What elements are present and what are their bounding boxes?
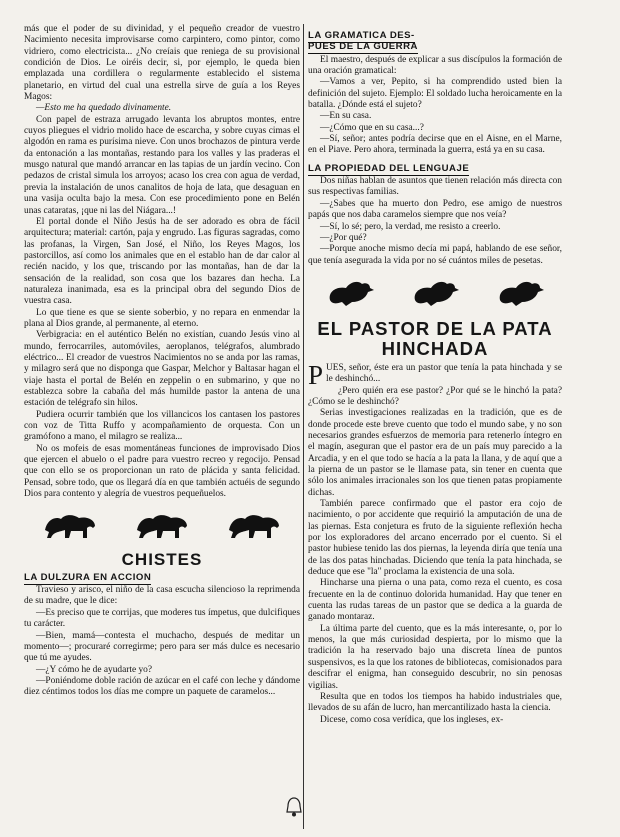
column-divider bbox=[303, 24, 304, 829]
section-heading-propiedad: LA PROPIEDAD DEL LENGUAJE bbox=[308, 162, 470, 174]
story-paragraph: La última parte del cuento, que es la más interesante, o, por lo menos, la que más curiosidad despierta, por lo mismo que la tradición la ha reservado bajo una discreta línea de puntos suspensivos, es la que los ratones de bibliotecas, comisionados para descifrar el enigma, han conseguido descubrir, no sin penosas vigilias. bbox=[308, 623, 562, 691]
joke-paragraph: —Porque anoche mismo decía mi papá, hablando de ese señor, que tenía asegurada la vida por no sé cuántos miles de pesetas. bbox=[308, 244, 562, 266]
intro-paragraph: Lo que tiene es que se siente soberbio, y no repara en enmendar la plana al Dios grande, al permanente, al eterno. bbox=[24, 307, 300, 329]
chistes-title: CHISTES bbox=[121, 550, 203, 570]
intro-paragraph: Con papel de estraza arrugado levanta los abruptos montes, entre cuyos pliegues el vidrio molido hace de escarcha, y sobre cuyas cimas el algodón en rama es purísima nieve. Con unos brochazos de pintura verde da entonación a las montañas, restando para los valles y las praderas el musgo natural que mandó arrancar en las tapias de un jardín vecino. Con pedazos de cristal simula los arroyos; acaso los crea con agua de verdad, previa la instalación de unos canalitos de hoja de lata, que desaguan en una vasija oculta bajo la mesa. Con ese procedimiento pone en Belén unas cataratas, ¡que ni las del Niágara...! bbox=[24, 114, 300, 216]
joke-paragraph: —Bien, mamá—contesta el muchacho, después de meditar un momento—; procuraré corregirme; pero para ser más dulce es necesario que tú me ayudes. bbox=[24, 630, 300, 664]
joke-paragraph: —En su casa. bbox=[320, 111, 372, 122]
joke-paragraph: —Es preciso que te corrijas, que moderes tus ímpetus, que dulcifiques tu carácter. bbox=[24, 607, 300, 630]
story-paragraph: Dicese, como cosa verídica, que los ingleses, ex- bbox=[320, 714, 504, 725]
left-column bbox=[24, 24, 300, 699]
duck-icon bbox=[494, 276, 546, 310]
joke-paragraph: El maestro, después de explicar a sus discípulos la formación de una oración gramatical: bbox=[308, 54, 562, 77]
joke-paragraph: Travieso y arisco, el niño de la casa escucha silencioso la reprimenda de su madre, que le dice: bbox=[24, 585, 300, 607]
joke-paragraph: —¿Cómo que en su casa...? bbox=[320, 122, 424, 133]
joke-paragraph: —Sí, lo sé; pero, la verdad, me resisto a creerlo. bbox=[320, 221, 501, 232]
story-paragraph: ¿Pero quién era ese pastor? ¿Por qué se le hinchó la pata? ¿Cómo se le deshinchó? bbox=[308, 385, 562, 407]
story-paragraph: Hincharse una pierna o una pata, como reza el cuento, es cosa frecuente en la de continuo dolorida humanidad. Hay que tener en cuenta las rudas tareas de un pastor que se dedica a la guarda de ganado montaraz. bbox=[308, 578, 562, 623]
lion-icon bbox=[133, 510, 191, 542]
lion-ornament-row bbox=[24, 504, 300, 548]
joke-paragraph: —¿Y cómo he de ayudarte yo? bbox=[36, 664, 153, 675]
intro-paragraph: El portal donde el Niño Jesús ha de ser adorado es obra de fácil arquitectura; material: cartón, paja y engrudo. Las figuras sagradas, como las profanas, la Virgen, San José, el Niño, los Reyes Magos, los pastorcillos, así como los animales que en el establo han de dar calor al recién nacido, y los que, triscando por las montañas, han de dar la sensación de la realidad, son cosa que los bazares dan hecha. La naturaleza inanimada, esa es la principal obra del segundo Dios de vuestra casa. bbox=[24, 216, 300, 307]
joke-paragraph: —Vamos a ver, Pepito, si ha comprendido usted bien la definición del sujeto. Ejemplo: El soldado lucha heroicamente en la batalla. ¿Dónde está el sujeto? bbox=[308, 77, 562, 111]
joke-paragraph: —¿Sabes que ha muerto don Pedro, ese amigo de nuestros papás que nos daba caramelos siempre que nos veía? bbox=[308, 198, 562, 221]
lion-icon bbox=[225, 510, 283, 542]
duck-icon bbox=[409, 276, 461, 310]
pastor-title: EL PASTOR DE LA PATA HINCHADA bbox=[317, 317, 553, 359]
joke-paragraph: Dos niñas hablan de asuntos que tienen relación más directa con sus respectivas familias. bbox=[308, 176, 562, 198]
intro-paragraph: Pudiera ocurrir también que los villancicos los cantasen los pastores con voz de Titta Ruffo y acompañamiento de orquesta. Con un gramófono a mano, el milagro se realiza... bbox=[24, 409, 300, 443]
section-heading-gramatica: LA GRAMATICA DES- PUES DE LA GUERRA bbox=[308, 30, 418, 53]
story-paragraph: Resulta que en todos los tiempos ha habido industriales que, llevados de su afán de lucro, han mercantilizado hasta la ciencia. bbox=[308, 691, 562, 714]
joke-paragraph: —¿Por qué? bbox=[320, 232, 367, 243]
section-heading-dulzura: LA DULZURA EN ACCION bbox=[24, 571, 152, 583]
story-paragraph: También parece confirmado que el pastor era cojo de nacimiento, o por accidente que requirió la amputación de una de las piernas. Esta conjetura es fruto de la siguiente reflexión hecha por los exploradores del arcano encerrado por el cuento. Si el pastor hubiese tenido las dos piernas, la leyenda diría que tenía una de las dos patas hinchadas. Diciendo que tenía la pata hinchada, se deduce que ese "la" proclama la existencia de una sola. bbox=[308, 499, 562, 578]
joke-paragraph: —Sí, señor; antes podría decirse que en el Aisne, en el Marne, en el Piave. Pero ahora, terminada la guerra, está ya en su casa. bbox=[308, 134, 562, 156]
bell-ornament-icon bbox=[284, 796, 304, 818]
story-paragraph: PUES, señor, éste era un pastor que tenía la pata hinchada y se le deshinchó... bbox=[308, 359, 562, 390]
intro-paragraph: Verbigracia: en el auténtico Belén no existían, cuando Jesús vino al mundo, ferrocarriles, automóviles, aeroplanos, telégrafos, alumbrado eléctrico... El creador de vuestros Nacimientos no se anda por las ramas, y milagro será que no disponga que Gaspar, Melchor y Baltasar hagan el viaje hasta el portal de Belén en zeppelin o en submarino, y que no establezca sobre la cabaña del más humilde pastor la antena de una estación de telégrafo sin hilos. bbox=[24, 330, 300, 409]
duck-icon bbox=[324, 276, 376, 310]
intro-paragraph: —Esto me ha quedado divinamente. bbox=[36, 103, 172, 114]
joke-paragraph: —Poniéndome doble ración de azúcar en el café con leche y dándome diez céntimos todos los días me compre un paquete de caramelos... bbox=[24, 675, 300, 698]
right-column bbox=[308, 24, 562, 726]
duck-ornament-row bbox=[308, 271, 562, 315]
story-paragraph: Serias investigaciones realizadas en la tradición, que es de donde procede este breve cuento que todo el mundo sabe, y no son necesarios grandes esfuerzos de memoria para retenerlo íntegro en el magín, aseguran que el pastor era de un país muy parecido a la Arcadia, y en el que todo se hacía a la pata la llana, y de aquí que a la pierna de un pastor se le llamase pata, sin tener en cuenta que sólo los animales irracionales son los que tienen patas propiamente dichas. bbox=[308, 408, 562, 498]
intro-paragraph: No os mofeis de esas momentáneas funciones de improvisado Dios que ejercen el abuelo o el padre para vuestro recreo y regocijo. Pensad que con ello se os proporcionan un rato de plácida y santa felicidad. Pensad, sobre todo, que os llegará día en que también actuéis de segundo Dios para contento y alegría de vuestros pequeñuelos. bbox=[24, 443, 300, 500]
drop-cap: P bbox=[308, 359, 324, 390]
intro-paragraph: más que el poder de su divinidad, y el pequeño creador de vuestro Nacimiento necesita improvisarse como carpintero, como pintor, como vidriero, como electricista... ¿No creíais que reniega de su provisional condición de Dios. Le oiréis decir, si, por ejemplo, le queda bien emplazada una cordillera o regularmente establecido el sistema planetario, en virtud del cual una estrella sirve de guía a los Reyes Magos: bbox=[24, 24, 300, 103]
lion-icon bbox=[41, 510, 99, 542]
